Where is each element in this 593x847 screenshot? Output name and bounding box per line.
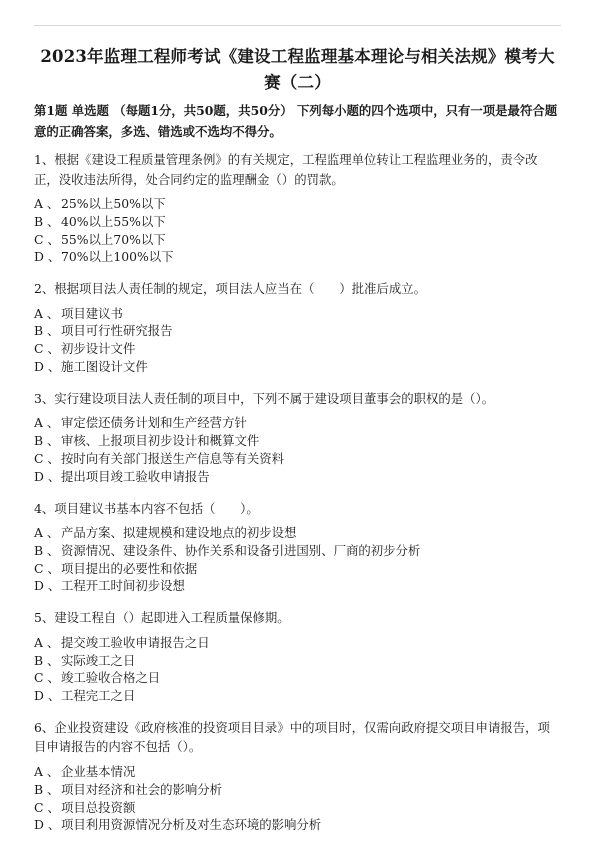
option-d — [34, 248, 561, 266]
question-stem: 1、根据《建设工程质量管理条例》的有关规定，工程监理单位转让工程监理业务的，责令改正，没收违法所得，处合同约定的监理酬金（）的罚款。 — [34, 152, 538, 187]
option-text: 审定偿还债务计划和生产经营方针 — [61, 415, 247, 431]
option-letter: C 、 — [34, 560, 60, 576]
option-b — [34, 652, 561, 670]
option-text: 产品方案、拟建规模和建设地点的初步设想 — [61, 525, 297, 541]
option-letter: A 、 — [34, 763, 60, 779]
option-letter: C 、 — [34, 799, 60, 815]
option-letter: C 、 — [34, 231, 60, 247]
question-5 — [34, 608, 561, 705]
option-letter: D 、 — [34, 688, 61, 704]
option-text: 初步设计文件 — [61, 341, 136, 357]
option-letter: C 、 — [34, 450, 60, 466]
option-text: 项目可行性研究报告 — [61, 323, 173, 339]
option-b — [34, 213, 561, 231]
option-text: 提出项目竣工验收申请报告 — [61, 468, 210, 484]
option-d — [34, 816, 561, 834]
question-2 — [34, 279, 561, 376]
option-letter: A 、 — [34, 634, 60, 650]
option-letter: B 、 — [34, 652, 60, 668]
option-d — [34, 468, 561, 486]
document-title: 2023年监理工程师考试《建设工程监理基本理论与相关法规》模考大赛（二） — [40, 47, 555, 92]
option-letter: C 、 — [34, 670, 60, 686]
option-a — [34, 195, 561, 213]
option-letter: C 、 — [34, 341, 60, 357]
option-letter: B 、 — [34, 542, 60, 558]
section-instruction: 第1题 单选题 （每题1分，共50题，共50分） 下列每小题的四个选项中，只有一项是最符合题意的正确答案，多选、错选或不选均不得分。 — [34, 103, 558, 139]
option-c — [34, 450, 561, 468]
option-b — [34, 781, 561, 799]
option-d — [34, 687, 561, 705]
option-text: 审核、上报项目初步设计和概算文件 — [61, 433, 260, 449]
option-letter: B 、 — [34, 213, 60, 229]
top-divider — [34, 25, 561, 26]
option-text: 施工图设计文件 — [61, 359, 148, 375]
option-b — [34, 322, 561, 340]
option-text: 企业基本情况 — [61, 763, 136, 779]
option-d — [34, 358, 561, 376]
option-letter: A 、 — [34, 415, 60, 431]
option-text: 70%以上100%以下 — [61, 249, 174, 265]
question-stem: 2、根据项目法人责任制的规定，项目法人应当在（ ）批准后成立。 — [34, 281, 426, 297]
option-a — [34, 524, 561, 542]
option-text: 竣工验收合格之日 — [61, 670, 161, 686]
option-a — [34, 763, 561, 781]
option-letter: D 、 — [34, 359, 61, 375]
question-6 — [34, 718, 561, 834]
option-c — [34, 560, 561, 578]
question-list — [34, 150, 561, 847]
option-text: 工程开工时间初步设想 — [61, 578, 185, 594]
option-c — [34, 669, 561, 687]
option-text: 项目建议书 — [61, 305, 123, 321]
question-stem: 6、企业投资建设《政府核准的投资项目目录》中的项目时，仅需向政府提交项目申请报告，项目申请报告的内容不包括（）。 — [34, 719, 550, 755]
option-c — [34, 799, 561, 817]
option-letter: D 、 — [34, 468, 61, 484]
option-text: 项目对经济和社会的影响分析 — [61, 781, 223, 797]
option-letter: B 、 — [34, 781, 60, 797]
option-text: 55%以上70%以下 — [61, 231, 166, 247]
question-stem: 5、建设工程自（）起即进入工程质量保修期。 — [34, 610, 290, 626]
option-text: 工程完工之日 — [61, 688, 136, 704]
option-letter: B 、 — [34, 323, 60, 339]
option-a — [34, 634, 561, 652]
option-d — [34, 577, 561, 595]
option-text: 项目总投资额 — [61, 799, 136, 815]
option-text: 项目提出的必要性和依据 — [61, 560, 198, 576]
option-text: 提交竣工验收申请报告之日 — [61, 634, 210, 650]
question-1 — [34, 150, 561, 266]
question-stem: 4、项目建议书基本内容不包括（ ）。 — [34, 500, 259, 516]
option-letter: A 、 — [34, 525, 60, 541]
option-a — [34, 305, 561, 323]
option-letter: D 、 — [34, 817, 61, 833]
option-text: 40%以上55%以下 — [61, 213, 166, 229]
option-letter: D 、 — [34, 249, 61, 265]
option-text: 资源情况、建设条件、协作关系和设备引进国别、厂商的初步分析 — [61, 542, 421, 558]
option-text: 项目利用资源情况分析及对生态环境的影响分析 — [61, 817, 322, 833]
option-letter: A 、 — [34, 305, 60, 321]
option-b — [34, 432, 561, 450]
option-letter: D 、 — [34, 578, 61, 594]
option-letter: A 、 — [34, 196, 60, 211]
question-3 — [34, 389, 561, 486]
option-a — [34, 414, 561, 432]
question-stem: 3、实行建设项目法人责任制的项目中，下列不属于建设项目董事会的职权的是（）。 — [34, 390, 495, 406]
option-text: 实际竣工之日 — [61, 652, 136, 668]
option-b — [34, 542, 561, 560]
option-c — [34, 340, 561, 358]
option-letter: B 、 — [34, 433, 60, 449]
question-4 — [34, 499, 561, 596]
option-text: 25%以上50%以下 — [61, 196, 166, 211]
option-c — [34, 231, 561, 249]
option-text: 按时向有关部门报送生产信息等有关资料 — [61, 450, 285, 466]
